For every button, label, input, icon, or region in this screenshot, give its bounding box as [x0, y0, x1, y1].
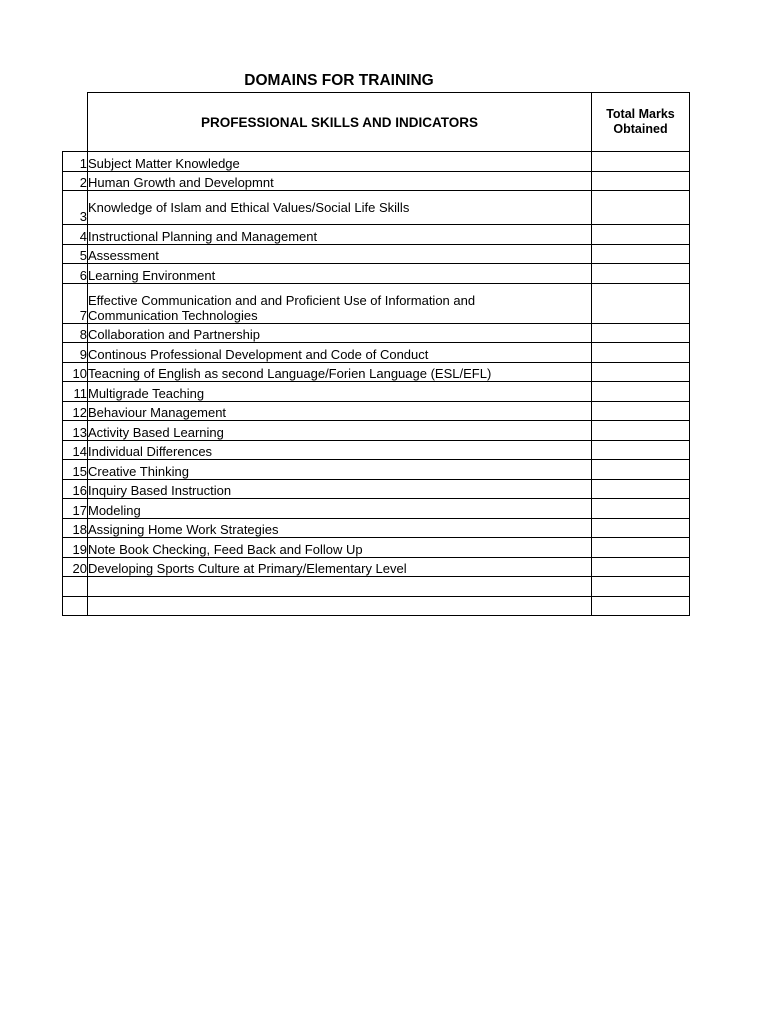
- skill-cell[interactable]: [88, 577, 592, 597]
- row-number: 13: [63, 421, 88, 441]
- marks-cell[interactable]: [592, 577, 690, 597]
- table-row: [63, 421, 690, 441]
- skills-column-header: PROFESSIONAL SKILLS AND INDICATORS: [88, 93, 592, 152]
- skill-cell: Behaviour Management: [88, 401, 592, 421]
- skill-cell: Continous Professional Development and Code of Conduct: [88, 343, 592, 363]
- table-row: [63, 152, 690, 172]
- skill-cell: Collaboration and Partnership: [88, 323, 592, 343]
- table-row: [63, 499, 690, 519]
- marks-cell[interactable]: [592, 264, 690, 284]
- skill-cell: Subject Matter Knowledge: [88, 152, 592, 172]
- row-number: 3: [63, 191, 88, 225]
- skill-cell: Teacning of English as second Language/Forien Language (ESL/EFL): [88, 362, 592, 382]
- marks-cell[interactable]: [592, 171, 690, 191]
- skill-cell: Multigrade Teaching: [88, 382, 592, 402]
- table-row: [63, 323, 690, 343]
- skill-cell: Note Book Checking, Feed Back and Follow Up: [88, 538, 592, 558]
- row-number: 17: [63, 499, 88, 519]
- marks-cell[interactable]: [592, 479, 690, 499]
- document-title: DOMAINS FOR TRAINING: [244, 72, 434, 89]
- table-header-row: [63, 93, 690, 152]
- table-row: [63, 171, 690, 191]
- row-number: 19: [63, 538, 88, 558]
- row-number: 1: [63, 152, 88, 172]
- marks-cell[interactable]: [592, 283, 690, 323]
- skill-cell: Developing Sports Culture at Primary/Elementary Level: [88, 557, 592, 577]
- marks-column-header: [592, 93, 690, 152]
- marks-cell[interactable]: [592, 538, 690, 558]
- marks-cell[interactable]: [592, 518, 690, 538]
- table-row-empty: [63, 577, 690, 597]
- table-row-empty: [63, 596, 690, 616]
- table-row: [63, 538, 690, 558]
- marks-cell[interactable]: [592, 421, 690, 441]
- marks-cell[interactable]: [592, 191, 690, 225]
- skill-cell: Assigning Home Work Strategies: [88, 518, 592, 538]
- row-number: 12: [63, 401, 88, 421]
- skill-cell: Effective Communication and and Proficient Use of Information and Communication Technologies: [88, 283, 592, 323]
- table-row: [63, 460, 690, 480]
- row-number: 6: [63, 264, 88, 284]
- marks-header-line1: Total Marks: [606, 107, 675, 121]
- row-number: 7: [63, 283, 88, 323]
- table-row: [63, 343, 690, 363]
- table-row: [63, 225, 690, 245]
- row-number: 16: [63, 479, 88, 499]
- skill-cell: Modeling: [88, 499, 592, 519]
- marks-cell[interactable]: [592, 440, 690, 460]
- skill-cell: Human Growth and Developmnt: [88, 171, 592, 191]
- table-row: [63, 382, 690, 402]
- row-number: 11: [63, 382, 88, 402]
- marks-header-line2: Obtained: [613, 122, 668, 136]
- marks-cell[interactable]: [592, 362, 690, 382]
- row-number: 9: [63, 343, 88, 363]
- marks-cell[interactable]: [592, 244, 690, 264]
- row-number: [63, 577, 88, 597]
- marks-cell[interactable]: [592, 343, 690, 363]
- row-number: 14: [63, 440, 88, 460]
- skill-cell: Activity Based Learning: [88, 421, 592, 441]
- row-number: 8: [63, 323, 88, 343]
- skill-cell: Instructional Planning and Management: [88, 225, 592, 245]
- marks-cell[interactable]: [592, 596, 690, 616]
- row-number: 15: [63, 460, 88, 480]
- row-number: 2: [63, 171, 88, 191]
- domains-table: [62, 92, 690, 616]
- table-row: [63, 191, 690, 225]
- table-row: [63, 362, 690, 382]
- table-row: [63, 244, 690, 264]
- table-row: [63, 440, 690, 460]
- marks-cell[interactable]: [592, 460, 690, 480]
- marks-cell[interactable]: [592, 225, 690, 245]
- row-number: 10: [63, 362, 88, 382]
- row-number: 4: [63, 225, 88, 245]
- table-row: [63, 479, 690, 499]
- skill-cell: Knowledge of Islam and Ethical Values/Social Life Skills: [88, 191, 592, 225]
- row-number: 5: [63, 244, 88, 264]
- marks-cell[interactable]: [592, 499, 690, 519]
- skill-cell: Assessment: [88, 244, 592, 264]
- skill-cell[interactable]: [88, 596, 592, 616]
- skill-cell: Inquiry Based Instruction: [88, 479, 592, 499]
- table-row: [63, 401, 690, 421]
- table-row: [63, 283, 690, 323]
- skill-cell: Creative Thinking: [88, 460, 592, 480]
- marks-cell[interactable]: [592, 152, 690, 172]
- table-row: [63, 518, 690, 538]
- marks-cell[interactable]: [592, 557, 690, 577]
- marks-cell[interactable]: [592, 401, 690, 421]
- table-row: [63, 557, 690, 577]
- row-number: [63, 596, 88, 616]
- marks-cell[interactable]: [592, 382, 690, 402]
- skill-cell: Individual Differences: [88, 440, 592, 460]
- skill-cell: Learning Environment: [88, 264, 592, 284]
- number-column-header: [63, 93, 88, 152]
- row-number: 20: [63, 557, 88, 577]
- row-number: 18: [63, 518, 88, 538]
- table-row: [63, 264, 690, 284]
- marks-cell[interactable]: [592, 323, 690, 343]
